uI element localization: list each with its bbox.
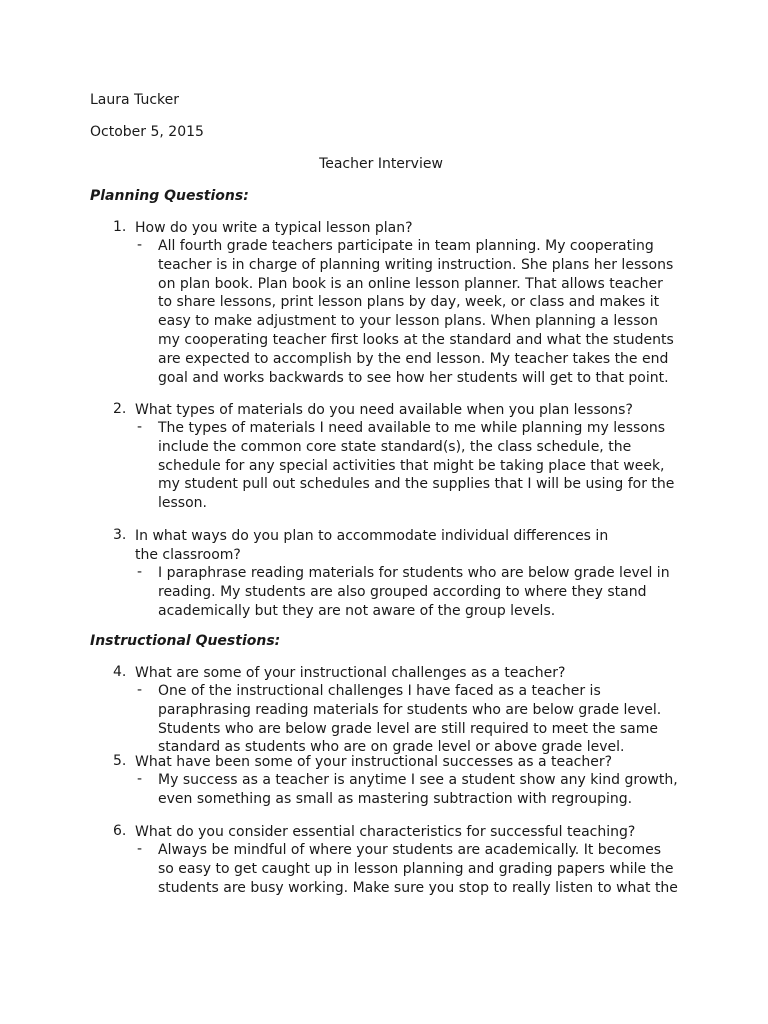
question-number: 6. xyxy=(113,823,127,839)
answer-dash: - xyxy=(137,237,143,253)
answer-text: The types of materials I need available to me while planning my lessons include the common core state standard(s), the class schedule, the schedule for any special activities that might be taking place that week, my student pull out schedules and the supplies that I will be using for the lesson. xyxy=(158,420,675,512)
answer-text: All fourth grade teachers participate in team planning. My cooperating teacher is in charge of planning writing instruction. She plans her lessons on plan book. Plan book is an online lesson planner. That allows teacher to share lessons, print lesson plans by day, week, or class and makes it easy to make adjustment to your lesson plans. When planning a lesson my cooperating teacher first looks at the standard and what the students are expected to accomplish by the end lesson. My teacher takes the end goal and works backwards to see how her students will get to that point. xyxy=(158,238,674,386)
answer-dash: - xyxy=(137,771,143,787)
answer-dash: - xyxy=(137,682,143,698)
question-number: 2. xyxy=(113,401,127,417)
question-text: What have been some of your instructional successes as a teacher? xyxy=(135,754,613,770)
author-name: Laura Tucker xyxy=(90,92,180,108)
question-text: In what ways do you plan to accommodate individual differences in the classroom? xyxy=(135,528,609,563)
section-heading-instructional: Instructional Questions: xyxy=(90,633,281,649)
answer-dash: - xyxy=(137,841,143,857)
question-text: What types of materials do you need available when you plan lessons? xyxy=(135,402,633,418)
answer-text: Always be mindful of where your students are academically. It becomes so easy to get caught up in lesson planning and grading papers while the students are busy working. Make sure you stop to really listen to what the xyxy=(158,842,678,896)
question-number: 4. xyxy=(113,664,127,680)
answer-text: I paraphrase reading materials for students who are below grade level in reading. My students are also grouped according to where they stand academically but they are not aware of the group levels. xyxy=(158,565,670,619)
document-date: October 5, 2015 xyxy=(90,124,204,140)
answer-dash: - xyxy=(137,419,143,435)
question-number: 5. xyxy=(113,753,127,769)
question-number: 1. xyxy=(113,219,127,235)
question-number: 3. xyxy=(113,527,127,543)
question-text: What are some of your instructional challenges as a teacher? xyxy=(135,665,566,681)
question-text: How do you write a typical lesson plan? xyxy=(135,220,413,236)
section-heading-planning: Planning Questions: xyxy=(90,188,249,204)
answer-text: One of the instructional challenges I have faced as a teacher is paraphrasing reading materials for students who are below grade level. Students who are below grade level are still required to meet the same standard as students who are on grade level or above grade level. xyxy=(158,683,662,756)
document-title: Teacher Interview xyxy=(319,156,443,172)
answer-dash: - xyxy=(137,564,143,580)
answer-text: My success as a teacher is anytime I see a student show any kind growth, even something as small as mastering subtraction with regrouping. xyxy=(158,772,678,807)
question-text: What do you consider essential characteristics for successful teaching? xyxy=(135,824,636,840)
